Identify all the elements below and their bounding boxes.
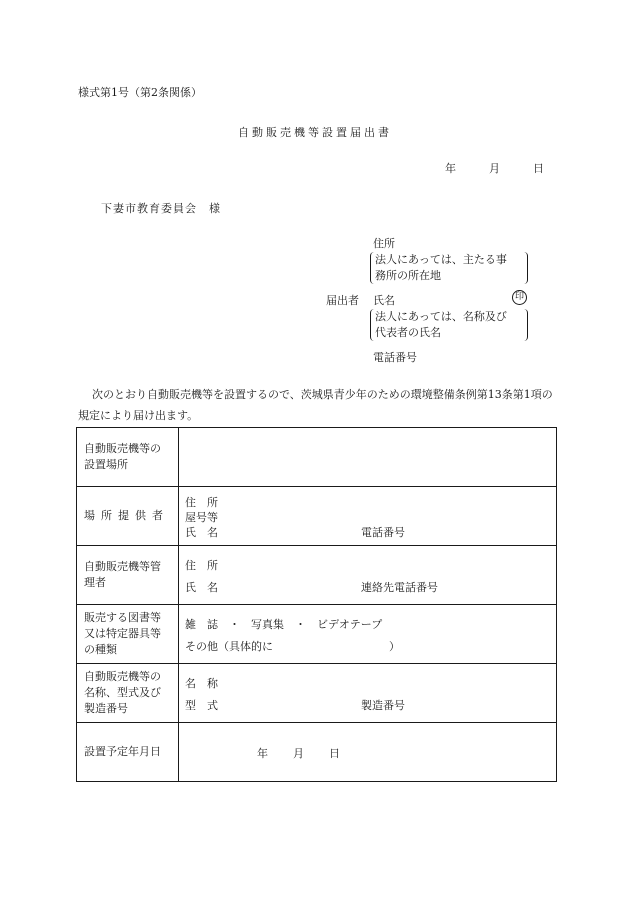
location-label: 自動販売機等の 設置場所: [77, 428, 179, 487]
install-year: 年: [257, 747, 268, 760]
machine-label: 自動販売機等の 名称、型式及び 製造番号: [77, 664, 179, 723]
table-row-items: [77, 605, 557, 664]
install-date-field[interactable]: [179, 723, 557, 782]
manager-field[interactable]: [179, 546, 557, 605]
manager-address-label: 住 所: [185, 559, 218, 572]
provider-field[interactable]: [179, 487, 557, 546]
notifier-phone-label: 電話番号: [373, 351, 417, 364]
machine-field[interactable]: [179, 664, 557, 723]
date-month: 月: [489, 162, 500, 175]
form-number: 様式第1号（第2条関係）: [78, 86, 202, 99]
submission-date: [445, 160, 544, 176]
document-title: 自動販売機等設置届出書: [238, 126, 392, 139]
location-field[interactable]: [179, 428, 557, 487]
manager-phone-label: 連絡先電話番号: [361, 581, 438, 594]
manager-label: 自動販売機等管 理者: [77, 546, 179, 605]
table-row-manager: [77, 546, 557, 605]
table-row-machine: [77, 664, 557, 723]
table-row-install-date: [77, 723, 557, 782]
table-row-location: [77, 428, 557, 487]
address-note-line2: 務所の所在地: [375, 269, 441, 282]
name-note-line2: 代表者の氏名: [375, 326, 441, 339]
provider-name-label: 氏 名: [185, 526, 218, 539]
machine-name-label: 名 称: [185, 677, 218, 690]
seal-mark: 印: [512, 290, 527, 305]
provider-address-label: 住 所: [185, 496, 218, 509]
items-label: 販売する図書等 又は特定器具等 の種類: [77, 605, 179, 664]
items-other-label: その他（具体的に: [185, 640, 273, 653]
provider-shop-label: 屋号等: [185, 511, 218, 524]
install-month: 月: [293, 747, 304, 760]
addressee: 下妻市教育委員会 様: [101, 202, 221, 215]
machine-serial-label: 製造番号: [361, 699, 405, 712]
address-note-line1: 法人にあっては、主たる事: [375, 253, 507, 266]
items-options: 雑 誌 ・ 写真集 ・ ビデオテープ: [185, 618, 383, 631]
table-row-provider: [77, 487, 557, 546]
notifier-name-label: 氏名: [373, 294, 395, 307]
notifier-label: 届出者: [326, 294, 359, 307]
install-day: 日: [329, 747, 340, 760]
machine-model-label: 型 式: [185, 699, 218, 712]
body-paragraph: 次のとおり自動販売機等を設置するので、茨城県青少年のための環境整備条例第13条第1項の規定により届け出ます。: [78, 388, 553, 422]
notifier-address-label: 住所: [373, 237, 395, 250]
name-note-line1: 法人にあっては、名称及び: [375, 310, 507, 323]
manager-name-label: 氏 名: [185, 581, 218, 594]
items-other-close: ）: [389, 640, 400, 653]
items-field[interactable]: [179, 605, 557, 664]
install-date-label: 設置予定年月日: [77, 723, 179, 782]
provider-phone-label: 電話番号: [361, 526, 405, 539]
provider-label: 場所提供者: [77, 487, 179, 546]
form-table: [76, 427, 557, 782]
date-year: 年: [445, 162, 456, 175]
date-day: 日: [533, 162, 544, 175]
